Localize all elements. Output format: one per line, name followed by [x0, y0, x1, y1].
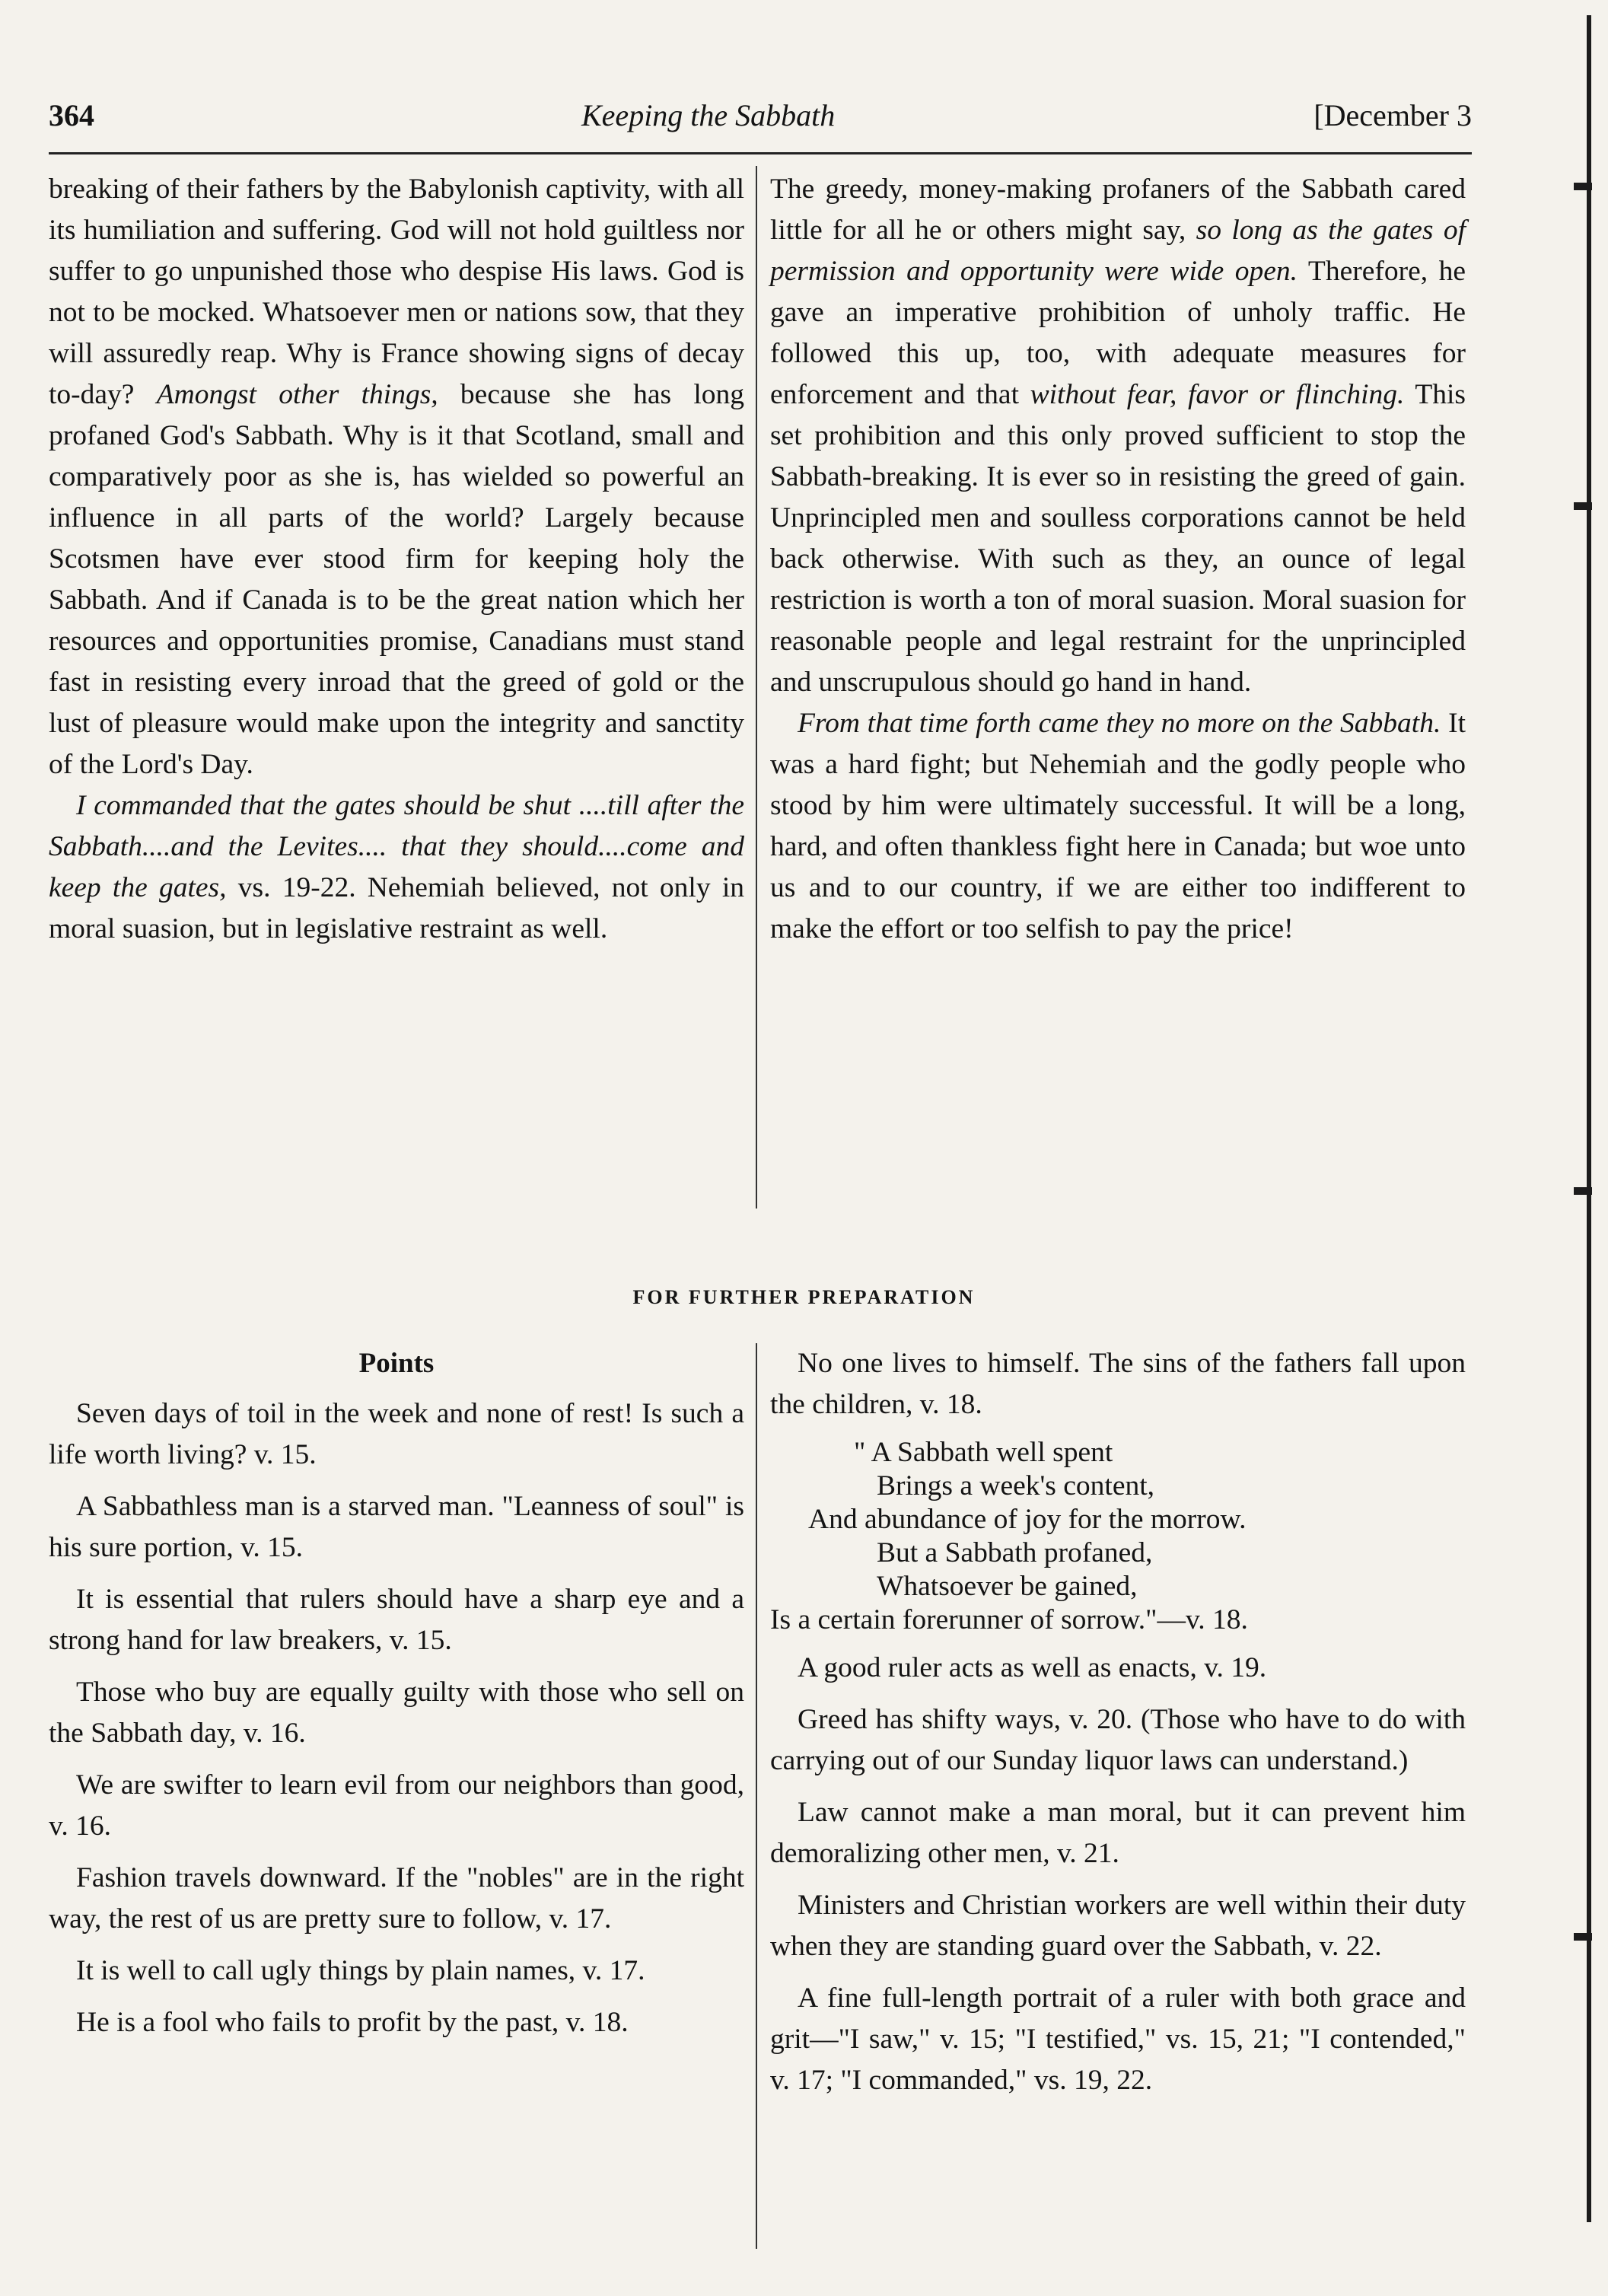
header-rule: [49, 152, 1472, 154]
point-item: He is a fool who fails to profit by the past, v. 18.: [76, 2007, 629, 2038]
point-item: It is essential that rulers should have a sharp eye and a strong hand for law breakers, v. 15.: [49, 1584, 744, 1656]
poem-line: Is a certain forerunner of sorrow."—v. 18.: [770, 1604, 1248, 1635]
paragraph: breaking of their fathers by the Babylonish captivity, with all its humiliation and suffering. God will not hold guiltless nor suffer to go unpunished those who despise His laws. God is not to be mocked. Whatsoever men or nations sow, that they will assuredly reap. Why is France showing signs of decay to-day? Amongst other things, because she has long profaned God's Sabbath. Why is it that Scotland, small and comparatively poor as she is, has wielded so powerful an influence in all parts of the world? Largely because Scotsmen have ever stood firm for keeping holy the Sabbath. And if Canada is to be the great nation which her resources and opportunities promise, Canadians must stand fast in resisting every inroad that the greed of gold or the lust of pleasure would make upon the integrity and sanctity of the Lord's Day.: [49, 174, 745, 780]
binding-mark: [1574, 502, 1592, 510]
points-column-right: [770, 1343, 1466, 2112]
point-item: Seven days of toil in the week and none of rest! Is such a life worth living? v. 15.: [49, 1398, 744, 1470]
column-divider: [756, 1343, 757, 2249]
point-item: No one lives to himself. The sins of the fathers fall upon the children, v. 18.: [770, 1348, 1466, 1420]
running-title: Keeping the Sabbath: [581, 98, 836, 132]
point-item: Ministers and Christian workers are well within their duty when they are standing guard over the Sabbath, v. 22.: [770, 1890, 1466, 1962]
point-item: We are swifter to learn evil from our neighbors than good, v. 16.: [49, 1769, 744, 1842]
points-heading: Points: [358, 1348, 435, 1379]
paragraph: From that time forth came they no more on the Sabbath. It was a hard fight; but Nehemiah and the godly people who stood by him were ultimately successful. It will be a long, hard, and often thankless fight here in Canada; but woe unto us and to our country, if we are either too indifferent to make the effort or too selfish to pay the price!: [770, 708, 1466, 944]
poem-line: But a Sabbath profaned,: [877, 1537, 1153, 1568]
point-item: Fashion travels downward. If the "nobles" are in the right way, the rest of us are pretty sure to follow, v. 17.: [49, 1862, 744, 1935]
point-item: A good ruler acts as well as enacts, v. 19.: [798, 1652, 1267, 1683]
page-header: [49, 97, 1472, 143]
paragraph: The greedy, money-making profaners of the Sabbath cared little for all he or others might say, so long as the gates of permission and opportunity were wide open. Therefore, he gave an imperative prohibition of unholy traffic. He followed this up, too, with adequate measures for enforcement and that without fear, favor or flinching. This set prohibition and this only proved sufficient to stop the Sabbath-breaking. It is ever so in resisting the greed of gain. Unprincipled men and soulless corporations cannot be held back otherwise. With such as they, an ounce of legal restriction is worth a ton of moral suasion. Moral suasion for reasonable people and legal restraint for the unprincipled and unscrupulous should go hand in hand.: [770, 174, 1466, 698]
point-item: It is well to call ugly things by plain names, v. 17.: [76, 1955, 645, 1986]
point-item: A fine full-length portrait of a ruler with both grace and grit—"I saw," v. 15; "I testified," vs. 15, 21; "I contended," v. 17; "I commanded," vs. 19, 22.: [770, 1982, 1466, 2096]
binding-mark: [1574, 183, 1592, 190]
binding-edge: [1587, 15, 1591, 2222]
article-column-right: [770, 169, 1466, 950]
poem-line: " A Sabbath well spent: [854, 1437, 1113, 1468]
point-item: Greed has shifty ways, v. 20. (Those who have to do with carrying out of our Sunday liquor laws can understand.): [770, 1704, 1466, 1776]
poem-line: Brings a week's content,: [877, 1470, 1155, 1501]
section-title: FOR FURTHER PREPARATION: [632, 1286, 976, 1308]
poem-line: And abundance of joy for the morrow.: [808, 1504, 1247, 1535]
issue-date: [December 3: [1313, 98, 1472, 132]
article-column-left: [49, 169, 744, 950]
point-item: A Sabbathless man is a starved man. "Leanness of soul" is his sure portion, v. 15.: [49, 1491, 744, 1563]
poem: [770, 1436, 1466, 1637]
paragraph: I commanded that the gates should be shut ....till after the Sabbath....and the Levites.... that they should....come and keep the gates, vs. 19-22. Nehemiah believed, not only in moral suasion, but in legislative restraint as well.: [49, 790, 745, 944]
binding-mark: [1574, 1187, 1592, 1195]
binding-mark: [1574, 1933, 1592, 1941]
column-divider: [756, 166, 757, 1209]
point-item: Those who buy are equally guilty with those who sell on the Sabbath day, v. 16.: [49, 1677, 744, 1749]
points-column-left: [49, 1343, 744, 2054]
page-number: 364: [49, 98, 94, 132]
point-item: Law cannot make a man moral, but it can prevent him demoralizing other men, v. 21.: [770, 1797, 1466, 1869]
poem-line: Whatsoever be gained,: [877, 1571, 1138, 1602]
